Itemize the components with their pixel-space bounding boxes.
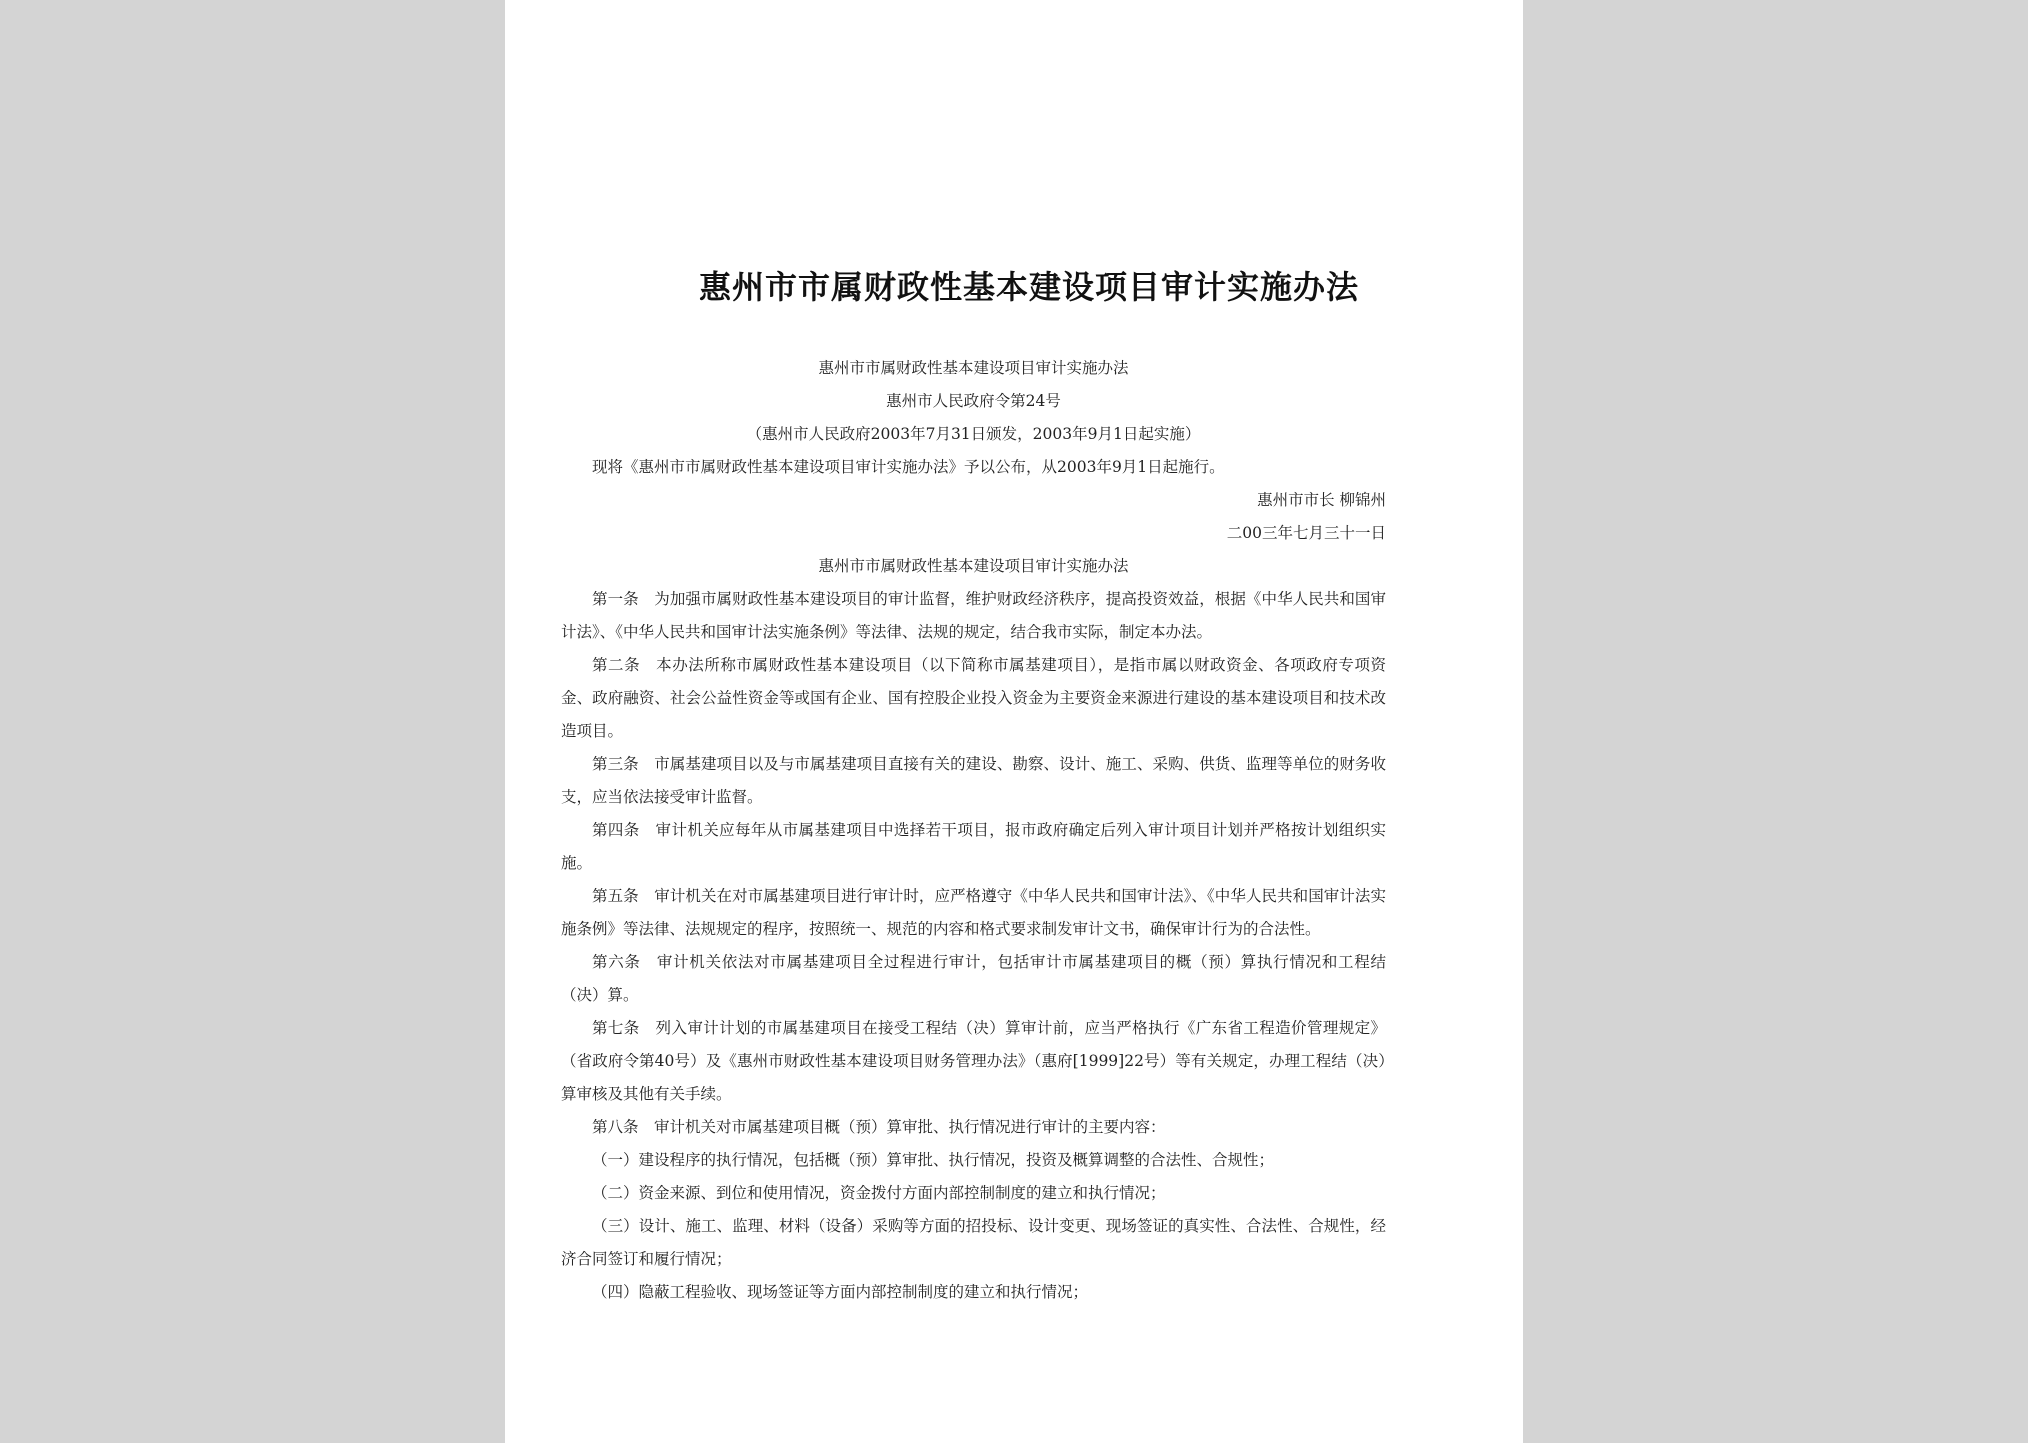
article-8-item-4: （四）隐蔽工程验收、现场签证等方面内部控制制度的建立和执行情况； <box>592 1283 1089 1301</box>
document-title: 惠州市市属财政性基本建设项目审计实施办法 <box>698 268 1359 306</box>
article-1: 第一条 为加强市属财政性基本建设项目的审计监督，维护财政经济秩序，提高投资效益，根据《中华人民共和国审计法》、《中华人民共和国审计法实施条例》等法律、法规的规定，结合我市实际，制定本办法。 <box>561 590 1386 641</box>
article-5: 第五条 审计机关在对市属基建项目进行审计时，应严格遵守《中华人民共和国审计法》、《中华人民共和国审计法实施条例》等法律、法规规定的程序，按照统一、规范的内容和格式要求制发审计文书，确保审计行为的合法性。 <box>561 887 1386 938</box>
article-8-item-1: （一）建设程序的执行情况，包括概（预）算审批、执行情况，投资及概算调整的合法性、合规性； <box>592 1151 1275 1169</box>
document-body <box>561 352 1386 1309</box>
article-3: 第三条 市属基建项目以及与市属基建项目直接有关的建设、勘察、设计、施工、采购、供货、监理等单位的财务收支，应当依法接受审计监督。 <box>561 755 1386 806</box>
article-8: 第八条 审计机关对市属基建项目概（预）算审批、执行情况进行审计的主要内容： <box>592 1118 1166 1136</box>
signing-date: 二00三年七月三十一日 <box>1226 524 1386 542</box>
article-8-item-2: （二）资金来源、到位和使用情况，资金拨付方面内部控制制度的建立和执行情况； <box>592 1184 1166 1202</box>
document-subtitle: 惠州市市属财政性基本建设项目审计实施办法 <box>818 557 1129 575</box>
article-2: 第二条 本办法所称市属财政性基本建设项目（以下简称市属基建项目），是指市属以财政资金、各项政府专项资金、政府融资、社会公益性资金等或国有企业、国有控股企业投入资金为主要资金来源进行建设的基本建设项目和技术改造项目。 <box>561 656 1386 740</box>
header-line-dates: （惠州市人民政府2003年7月31日颁发，2003年9月1日起实施） <box>746 425 1201 443</box>
article-7: 第七条 列入审计计划的市属基建项目在接受工程结（决）算审计前，应当严格执行《广东省工程造价管理规定》（省政府令第40号）及《惠州市财政性基本建设项目财务管理办法》（惠府[1999]22号）等有关规定，办理工程结（决）算审核及其他有关手续。 <box>561 1019 1386 1103</box>
header-line-order: 惠州市人民政府令第24号 <box>886 392 1061 410</box>
signature: 惠州市市长 柳锦州 <box>1257 491 1386 509</box>
promulgation-text: 现将《惠州市市属财政性基本建设项目审计实施办法》予以公布，从2003年9月1日起施行。 <box>592 458 1225 476</box>
article-4: 第四条 审计机关应每年从市属基建项目中选择若干项目，报市政府确定后列入审计项目计划并严格按计划组织实施。 <box>561 821 1386 872</box>
header-line-title: 惠州市市属财政性基本建设项目审计实施办法 <box>818 359 1129 377</box>
article-8-item-3: （三）设计、施工、监理、材料（设备）采购等方面的招投标、设计变更、现场签证的真实性、合法性、合规性，经济合同签订和履行情况； <box>561 1217 1386 1268</box>
article-6: 第六条 审计机关依法对市属基建项目全过程进行审计，包括审计市属基建项目的概（预）算执行情况和工程结（决）算。 <box>561 953 1386 1004</box>
document-page <box>505 0 1523 1443</box>
